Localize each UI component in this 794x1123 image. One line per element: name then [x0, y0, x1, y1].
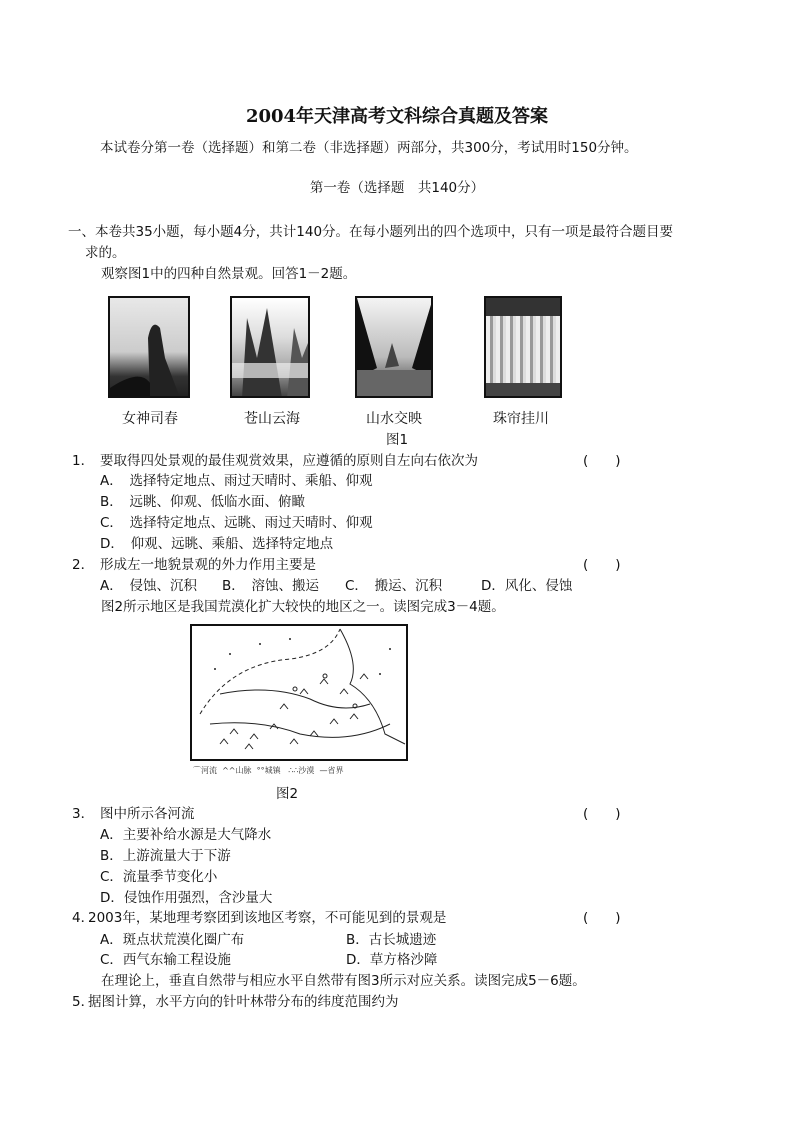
photo-waterfall — [484, 296, 562, 398]
q2-number: 2． — [72, 557, 95, 573]
q4-answer-blank: ( ) — [583, 910, 621, 926]
q5-number: 5． — [72, 994, 95, 1010]
q2-option-d: D．风化、侵蚀 — [481, 578, 573, 594]
desert-legend-icon: ∴∴ — [288, 766, 299, 775]
q3-answer-blank: ( ) — [583, 806, 621, 822]
fig2-label: 图2 — [276, 786, 299, 802]
caption-goddess: 女神司春 — [122, 411, 178, 427]
q2-answer-blank: ( ) — [583, 557, 621, 573]
caption-waterfall: 珠帘挂川 — [493, 411, 549, 427]
q4-option-b: B．古长城遗迹 — [346, 932, 437, 948]
q2-option-b: B． 溶蚀、搬运 — [222, 578, 320, 594]
q4-text: 2003年，某地理考察团到该地区考察，不可能见到的景观是 — [88, 910, 447, 926]
q2-text: 形成左一地貌景观的外力作用主要是 — [100, 557, 316, 573]
instructions-line1: 一、本卷共35小题，每小题4分，共计140分。在每小题列出的四个选项中，只有一项是最符合题目要 — [68, 224, 674, 240]
mountain-legend-icon: ^^ — [222, 766, 236, 775]
q1-option-c: C． 选择特定地点、远眺、雨过天晴时、仰观 — [100, 515, 373, 531]
q3-option-d: D．侵蚀作用强烈，含沙量大 — [100, 890, 273, 906]
photo-goddess-peak — [108, 296, 190, 398]
q4-option-a: A．斑点状荒漠化圈广布 — [100, 932, 245, 948]
river-legend-icon: ⌒ — [193, 766, 201, 775]
q3-option-a: A．主要补给水源是大气降水 — [100, 827, 272, 843]
section-heading: 第一卷（选择题 共140分） — [309, 180, 485, 196]
fig2-intro: 图2所示地区是我国荒漠化扩大较快的地区之一。读图完成3－4题。 — [101, 599, 505, 615]
q2-option-c: C． 搬运、沉积 — [345, 578, 443, 594]
q1-number: 1． — [72, 453, 95, 469]
q1-option-b: B． 远眺、仰观、低临水面、俯瞰 — [100, 494, 306, 510]
fig2-map — [190, 624, 408, 761]
q4-option-d: D．草方格沙障 — [346, 952, 438, 968]
photo-cangshan-clouds — [230, 296, 310, 398]
caption-cangshan: 苍山云海 — [244, 411, 300, 427]
intro-text: 本试卷分第一卷（选择题）和第二卷（非选择题）两部分，共300分，考试用时150分钟。 — [100, 140, 638, 156]
q5-text: 据图计算，水平方向的针叶林带分布的纬度范围约为 — [88, 994, 399, 1010]
instructions-line2: 求的。 — [85, 245, 126, 261]
q1-option-d: D． 仰观、远眺、乘船、选择特定地点 — [100, 536, 334, 552]
q1-option-a: A． 选择特定地点、雨过天晴时、乘船、仰观 — [100, 473, 373, 489]
fig1-intro: 观察图1中的四种自然景观。回答1－2题。 — [101, 266, 357, 282]
boundary-legend-icon: — — [319, 766, 328, 775]
fig1-label: 图1 — [385, 432, 409, 448]
q3-text: 图中所示各河流 — [100, 806, 195, 822]
photo-mountain-water — [355, 296, 433, 398]
q4-option-c: C．西气东输工程设施 — [100, 952, 231, 968]
caption-water: 山水交映 — [366, 411, 422, 427]
q3-number: 3． — [72, 806, 95, 822]
town-legend-icon: °° — [256, 766, 265, 775]
page-title: 2004年天津高考文科综合真题及答案 — [245, 106, 549, 127]
fig2-legend: ⌒河流 ^^山脉 °°城镇 ∴∴沙漠 —省界 — [193, 766, 344, 775]
fig3-intro: 在理论上，垂直自然带与相应水平自然带有图3所示对应关系。读图完成5－6题。 — [101, 973, 586, 989]
q2-option-a: A． 侵蚀、沉积 — [100, 578, 197, 594]
q4-number: 4． — [72, 910, 95, 926]
q1-text: 要取得四处景观的最佳观赏效果，应遵循的原则自左向右依次为 — [100, 453, 478, 469]
q3-option-b: B．上游流量大于下游 — [100, 848, 231, 864]
q3-option-c: C．流量季节变化小 — [100, 869, 218, 885]
q1-answer-blank: ( ) — [583, 453, 621, 469]
